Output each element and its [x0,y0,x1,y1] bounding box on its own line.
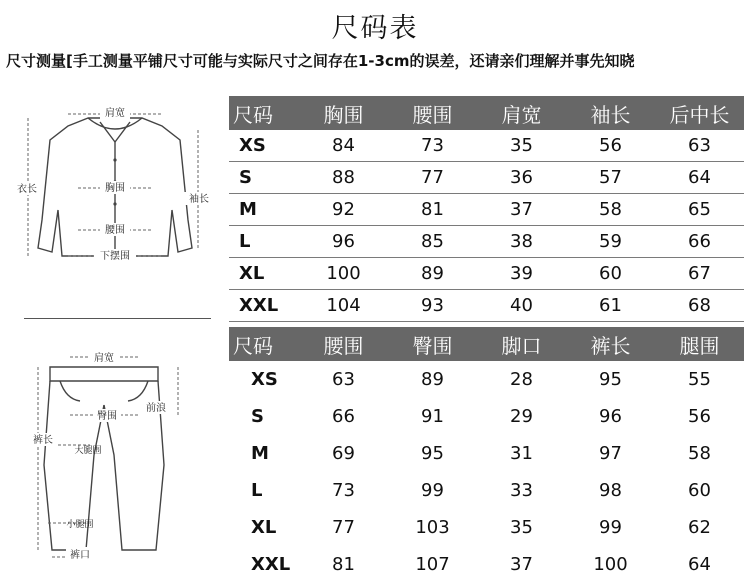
shirt-label-waist: 腰围 [105,225,125,236]
table-cell: 89 [421,369,444,390]
shirt-label-length: 衣长 [17,184,37,195]
table-cell: 68 [655,290,744,322]
table-cell: 39 [477,258,566,290]
table-cell: 73 [388,130,477,162]
pants-label-hip: 臀围 [97,411,117,422]
table-cell: 60 [688,480,711,501]
size-cell: XL [251,517,277,538]
header-cell: 脚口 [477,327,566,361]
table-row [229,290,744,322]
table-cell: 92 [299,194,388,226]
header-cell: 腰围 [388,96,477,130]
table-cell: 100 [299,258,388,290]
table-cell: 104 [299,290,388,322]
table-cell: 96 [299,226,388,258]
table-cell: 67 [655,258,744,290]
table-cell: 91 [421,406,444,427]
size-cell: S [251,406,264,427]
table-cell: 96 [599,406,622,427]
table-cell: 98 [599,480,622,501]
table-cell: 69 [332,443,355,464]
header-cell: 尺码 [229,96,299,130]
table-cell: 103 [415,517,450,538]
pants-label-calf: 小腿围 [66,520,94,530]
table-row [229,226,744,258]
pants-label-leg-opening: 裤口 [70,550,90,561]
header-cell: 腰围 [299,327,388,361]
table-row [229,546,744,583]
table-row [229,194,744,226]
table-cell: 63 [655,130,744,162]
header-cell: 袖长 [566,96,655,130]
table-cell: 66 [655,226,744,258]
header-cell: 腿围 [655,327,744,361]
table-cell: 85 [388,226,477,258]
size-cell: M [251,443,269,464]
header-cell: 后中长 [655,96,744,130]
header-cell: 胸围 [299,96,388,130]
shirt-label-chest: 胸围 [105,183,125,194]
table-cell: 28 [510,369,533,390]
size-cell: XL [229,258,299,290]
pants-label-hip-width: 肩宽 [94,353,114,364]
table-cell: 58 [566,194,655,226]
table-cell: 107 [415,554,450,575]
table-cell: 35 [477,130,566,162]
table-cell: 35 [510,517,533,538]
size-cell: M [229,194,299,226]
table-cell: 95 [421,443,444,464]
table-cell: 81 [388,194,477,226]
table-row [229,130,744,162]
bottom-size-table [229,327,744,583]
table-row [229,398,744,435]
table-cell: 66 [332,406,355,427]
table-cell: 99 [599,517,622,538]
table-cell: 36 [477,162,566,194]
table-cell: 95 [599,369,622,390]
table-cell: 31 [510,443,533,464]
table-header-row [229,96,744,130]
table-row [229,472,744,509]
table-cell: 60 [566,258,655,290]
table-cell: 89 [388,258,477,290]
size-cell: L [229,226,299,258]
header-cell: 裤长 [566,327,655,361]
diagram-separator [24,318,211,319]
table-cell: 61 [566,290,655,322]
table-cell: 77 [388,162,477,194]
size-cell: XXL [251,554,291,575]
table-cell: 58 [688,443,711,464]
table-cell: 88 [299,162,388,194]
table-cell: 56 [566,130,655,162]
header-cell: 尺码 [229,327,299,361]
table-cell: 63 [332,369,355,390]
shirt-label-sleeve: 袖长 [189,194,209,205]
pants-label-length: 裤长 [33,435,53,446]
size-cell: S [229,162,299,194]
table-cell: 37 [477,194,566,226]
shirt-label-shoulder: 肩宽 [105,108,125,119]
table-row [229,162,744,194]
table-row [229,509,744,546]
table-row [229,258,744,290]
pants-label-front-rise: 前浪 [146,403,166,414]
table-cell: 81 [332,554,355,575]
table-cell: 73 [332,480,355,501]
size-cell: XXL [229,290,299,322]
shirt-diagram [8,100,218,270]
table-cell: 64 [655,162,744,194]
page-title: 尺码表 [331,13,419,44]
size-cell: XS [229,130,299,162]
table-cell: 29 [510,406,533,427]
table-cell: 65 [655,194,744,226]
table-header-row [229,327,744,361]
header-cell: 肩宽 [477,96,566,130]
table-cell: 99 [421,480,444,501]
pants-label-thigh: 大腿围 [74,446,102,456]
pants-diagram [30,345,215,577]
table-cell: 57 [566,162,655,194]
table-cell: 97 [599,443,622,464]
table-cell: 56 [688,406,711,427]
measurement-note: 尺寸测量[手工测量平铺尺寸可能与实际尺寸之间存在1-3cm的误差，还请亲们理解并事先知晓 [6,52,635,70]
table-cell: 84 [299,130,388,162]
table-cell: 37 [510,554,533,575]
table-cell: 100 [593,554,628,575]
table-cell: 55 [688,369,711,390]
shirt-label-hem: 下摆围 [100,251,130,262]
table-cell: 64 [688,554,711,575]
table-cell: 33 [510,480,533,501]
table-row [229,361,744,398]
header-cell: 臀围 [388,327,477,361]
table-cell: 93 [388,290,477,322]
table-cell: 40 [477,290,566,322]
size-cell: L [251,480,263,501]
size-cell: XS [251,369,278,390]
table-cell: 38 [477,226,566,258]
table-cell: 62 [688,517,711,538]
table-cell: 77 [332,517,355,538]
top-size-table [229,96,744,322]
table-cell: 59 [566,226,655,258]
table-row [229,435,744,472]
